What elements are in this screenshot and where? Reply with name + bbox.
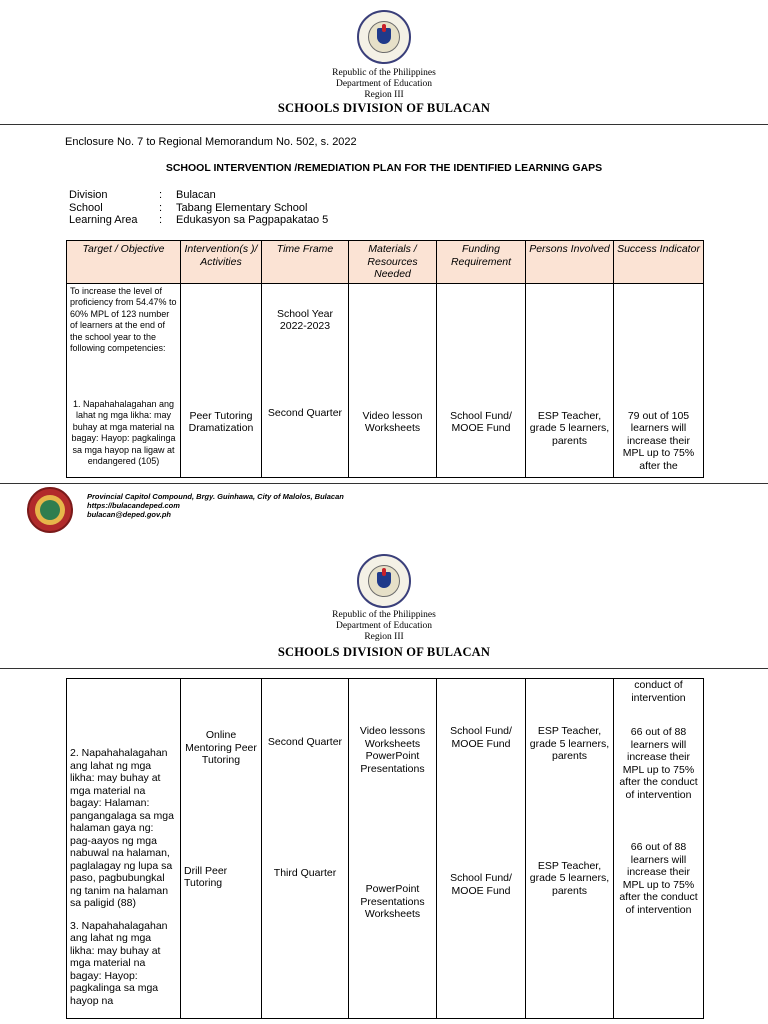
- col-intervention: Intervention(s )/ Activities: [181, 241, 262, 284]
- time-quarter: Third Quarter: [273, 866, 337, 879]
- intervention-cell: [181, 283, 262, 477]
- persons-text: ESP Teacher, grade 5 learners, parents: [529, 725, 610, 762]
- info-sep: :: [159, 214, 163, 226]
- persons-cell: [526, 283, 614, 477]
- plan-table-page2: [66, 678, 704, 1019]
- info-value: Tabang Elementary School: [176, 201, 308, 214]
- bulacan-logo-icon: [27, 487, 73, 533]
- header-department: Department of Education: [335, 621, 433, 631]
- header-republic: Republic of the Philippines: [332, 610, 436, 620]
- objective-competency-1: 1. Napahahalagahan ang lahat ng mga likha: may buhay at mga material na bagay: Hayop: pagkalinga sa mga hayop na ligaw at endangered (105): [71, 398, 176, 466]
- persons-text: ESP Teacher, grade 5 learners, parents: [529, 859, 610, 897]
- indicator-text: 66 out of 88 learners will increase their MPL up to 75% after the conduct of intervention: [619, 841, 698, 916]
- header-republic: Republic of the Philippines: [332, 68, 436, 78]
- persons-text: ESP Teacher, grade 5 learners, parents: [529, 409, 610, 447]
- funding-text: School Fund/ MOOE Fund: [450, 725, 512, 750]
- intervention-text: Online Mentoring Peer Tutoring: [185, 729, 257, 766]
- intervention-text: Peer Tutoring Dramatization: [188, 409, 254, 434]
- materials-text: Video lesson Worksheets: [362, 409, 423, 434]
- footer-email: bulacan@deped.gov.ph: [87, 510, 171, 519]
- col-materials: Materials / Resources Needed: [349, 241, 437, 284]
- plan-table-page1: [66, 240, 704, 478]
- col-target: Target / Objective: [67, 241, 181, 284]
- info-block: [69, 189, 328, 227]
- intervention-text: Drill Peer Tutoring: [184, 864, 228, 889]
- deped-seal-icon: [357, 554, 411, 608]
- time-cell: [262, 283, 349, 477]
- objective-cell: [67, 679, 181, 1019]
- col-funding: Funding Requirement: [437, 241, 526, 284]
- funding-text: School Fund/ MOOE Fund: [450, 409, 512, 434]
- info-label: School: [69, 201, 103, 214]
- materials-text: Video lessons Worksheets PowerPoint Presentations: [359, 725, 426, 775]
- footer-contact: [87, 492, 344, 519]
- info-label: Learning Area: [69, 214, 138, 226]
- footer-address: Provincial Capitol Compound, Brgy. Guinhawa, City of Malolos, Bulacan: [87, 492, 344, 501]
- info-row-learning-area: [69, 214, 328, 227]
- objective-competency-3: 3. Napahahalagahan ang lahat ng mga likha: may buhay at mga material na bagay: Hayop: pagkalinga sa mga hayop na: [70, 919, 168, 1007]
- header-divider: [0, 124, 768, 125]
- header-division: SCHOOLS DIVISION OF BULACAN: [277, 101, 491, 115]
- col-time-frame: Time Frame: [262, 241, 349, 284]
- footer-website: https://bulacandeped.com: [87, 501, 180, 510]
- time-school-year: School Year 2022-2023: [276, 307, 334, 332]
- header-region: Region III: [364, 90, 404, 100]
- intervention-cell: [181, 679, 262, 1019]
- header-region: Region III: [364, 632, 404, 642]
- info-row-school: [69, 202, 328, 215]
- indicator-text: 79 out of 105 learners will increase their MPL up to 75% after the: [622, 409, 695, 472]
- indicator-cell: [614, 283, 704, 477]
- info-label: Division: [69, 189, 108, 201]
- time-quarter: Second Quarter: [267, 736, 343, 748]
- objective-text: To increase the level of proficiency from 54.47% to 60% MPL of 123 number of learners at the end of the school year to the following competencies:: [70, 285, 177, 353]
- info-sep: :: [159, 201, 163, 214]
- header-divider: [0, 668, 768, 669]
- col-indicator: Success Indicator: [614, 241, 704, 284]
- funding-cell: [437, 679, 526, 1019]
- indicator-continuation: conduct of intervention: [631, 679, 686, 704]
- materials-cell: [349, 283, 437, 477]
- info-value: Edukasyon sa Pagpapakatao 5: [176, 214, 329, 226]
- funding-text: School Fund/ MOOE Fund: [450, 872, 512, 897]
- indicator-cell: [614, 679, 704, 1019]
- info-value: Bulacan: [176, 189, 216, 201]
- objective-competency-2: 2. Napahahalagahan ang lahat ng mga likha: may buhay at mga material na bagay: Halaman: pangangalaga sa mga halaman gaya ng: pag-aayos ng mga nabuwal na halaman, paglalagay ng lupa sa paso, pagbubungkal ng tanim na halaman sa paligid (88): [70, 747, 174, 909]
- time-quarter: Second Quarter: [267, 406, 343, 419]
- table-row: [67, 283, 704, 477]
- header-department: Department of Education: [335, 79, 433, 89]
- col-persons: Persons Involved: [526, 241, 614, 284]
- enclosure-text: Enclosure No. 7 to Regional Memorandum No. 502, s. 2022: [65, 136, 357, 148]
- table-header-row: [67, 241, 704, 284]
- info-row-division: [69, 189, 328, 202]
- deped-seal-icon: [357, 10, 411, 64]
- info-sep: :: [159, 189, 163, 201]
- indicator-text: 66 out of 88 learners will increase their MPL up to 75% after the conduct of intervention: [619, 726, 698, 801]
- header-division: SCHOOLS DIVISION OF BULACAN: [277, 645, 491, 659]
- table-row: [67, 679, 704, 1019]
- funding-cell: [437, 283, 526, 477]
- persons-cell: [526, 679, 614, 1019]
- time-cell: [262, 679, 349, 1019]
- materials-text: PowerPoint Presentations Worksheets: [360, 883, 425, 920]
- materials-cell: [349, 679, 437, 1019]
- footer-divider: [0, 483, 768, 484]
- objective-cell: [67, 283, 181, 477]
- plan-title: SCHOOL INTERVENTION /REMEDIATION PLAN FOR THE IDENTIFIED LEARNING GAPS: [165, 162, 603, 174]
